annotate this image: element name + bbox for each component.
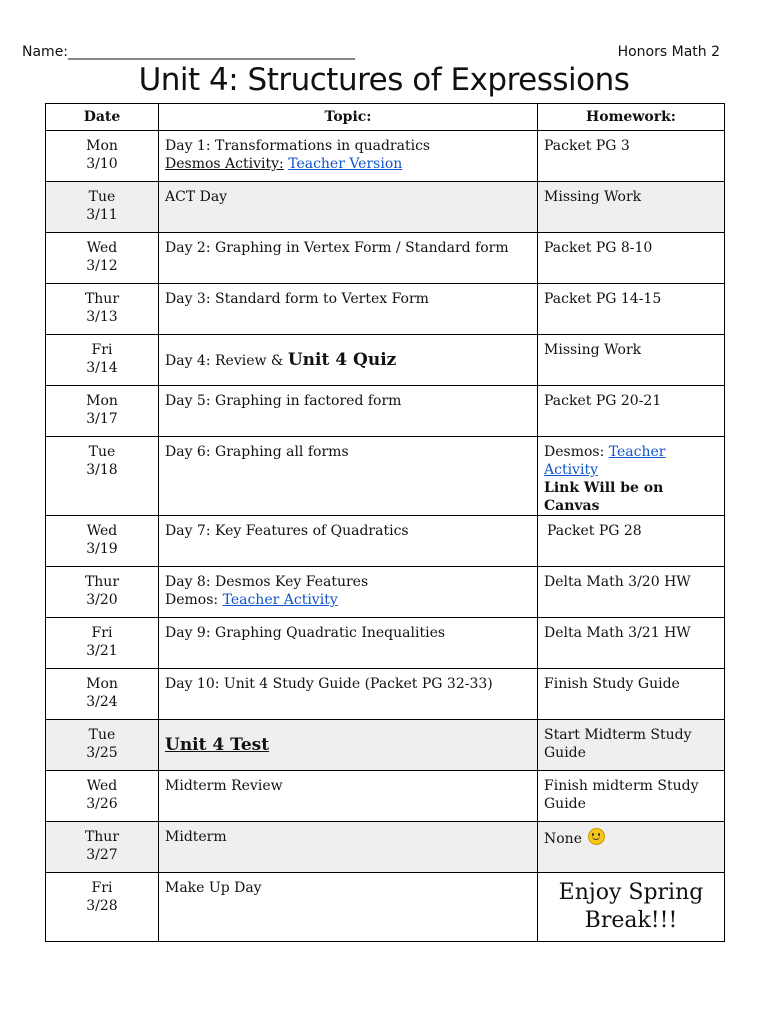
topic-cell: Make Up Day [159, 873, 538, 942]
date-value: 3/18 [86, 462, 118, 478]
homework-text: None [544, 831, 582, 847]
homework-cell: Start Midterm Study Guide [538, 720, 725, 771]
date-value: 3/27 [86, 847, 118, 863]
table-header-row [46, 104, 725, 131]
table-row [46, 771, 725, 822]
smiling-face-icon [588, 828, 605, 845]
topic-cell: Day 7: Key Features of Quadratics [159, 516, 538, 567]
date-cell [46, 771, 159, 822]
table-row [46, 873, 725, 942]
activity-label: Desmos: [544, 444, 605, 460]
table-row [46, 567, 725, 618]
course-name: Honors Math 2 [617, 44, 720, 60]
table-row [46, 386, 725, 437]
weekday: Tue [88, 189, 116, 205]
homework-note: Link Will be on Canvas [544, 480, 664, 514]
topic-cell: Day 5: Graphing in factored form [159, 386, 538, 437]
table-row [46, 233, 725, 284]
date-cell [46, 284, 159, 335]
schedule-table [45, 103, 725, 942]
weekday: Fri [91, 625, 113, 641]
date-cell [46, 873, 159, 942]
quiz-label: Unit 4 Quiz [287, 349, 397, 370]
weekday: Mon [86, 676, 118, 692]
homework-cell: Packet PG 28 [538, 516, 725, 567]
weekday: Wed [86, 523, 118, 539]
homework-cell [538, 437, 725, 516]
topic-cell [159, 720, 538, 771]
topic-cell [159, 335, 538, 386]
activity-label: Desmos Activity: [165, 156, 284, 172]
topic-cell: Day 3: Standard form to Vertex Form [159, 284, 538, 335]
page-title: Unit 4: Structures of Expressions [138, 62, 630, 98]
teacher-activity-link[interactable]: Teacher Activity [222, 592, 338, 608]
topic-cell [159, 131, 538, 182]
table-row [46, 669, 725, 720]
date-cell [46, 182, 159, 233]
weekday: Mon [86, 138, 118, 154]
date-value: 3/24 [86, 694, 118, 710]
date-value: 3/20 [86, 592, 118, 608]
teacher-activity-link[interactable]: Teacher Activity [544, 444, 666, 478]
date-cell [46, 720, 159, 771]
date-value: 3/13 [86, 309, 118, 325]
date-value: 3/19 [86, 541, 118, 557]
homework-activity [544, 443, 718, 479]
homework-cell [538, 822, 725, 873]
weekday: Wed [86, 240, 118, 256]
homework-cell: Packet PG 8-10 [538, 233, 725, 284]
date-value: 3/26 [86, 796, 118, 812]
table-row [46, 618, 725, 669]
weekday: Tue [88, 727, 116, 743]
homework-cell: Missing Work [538, 182, 725, 233]
topic-cell: Day 2: Graphing in Vertex Form / Standard form [159, 233, 538, 284]
weekday: Thur [84, 829, 120, 845]
date-value: 3/11 [86, 207, 118, 223]
date-cell [46, 822, 159, 873]
topic-cell: ACT Day [159, 182, 538, 233]
date-value: 3/17 [86, 411, 118, 427]
table-row [46, 437, 725, 516]
weekday: Thur [84, 574, 120, 590]
homework-cell: Packet PG 3 [538, 131, 725, 182]
date-cell [46, 131, 159, 182]
homework-column-header: Homework: [538, 104, 725, 131]
date-cell [46, 335, 159, 386]
homework-cell [538, 873, 725, 942]
weekday: Wed [86, 778, 118, 794]
topic-cell: Day 6: Graphing all forms [159, 437, 538, 516]
weekday: Thur [84, 291, 120, 307]
activity-label: Demos: [165, 592, 219, 608]
topic-text: Day 8: Desmos Key Features [165, 574, 369, 590]
date-value: 3/12 [86, 258, 118, 274]
date-cell [46, 386, 159, 437]
date-cell [46, 437, 159, 516]
topic-cell: Midterm [159, 822, 538, 873]
table-row [46, 822, 725, 873]
date-value: 3/10 [86, 156, 118, 172]
table-row [46, 720, 725, 771]
name-field-label[interactable]: Name:_________________________________________ [22, 44, 356, 60]
table-row [46, 182, 725, 233]
teacher-version-link[interactable]: Teacher Version [288, 156, 403, 172]
table-row [46, 335, 725, 386]
date-value: 3/25 [86, 745, 118, 761]
topic-activity [165, 591, 531, 609]
topic-text: Day 1: Transformations in quadratics [165, 138, 431, 154]
homework-cell: Delta Math 3/21 HW [538, 618, 725, 669]
date-cell [46, 669, 159, 720]
topic-text: Day 4: Review & [165, 352, 284, 369]
date-column-header: Date [46, 104, 159, 131]
homework-cell: Packet PG 20-21 [538, 386, 725, 437]
table-row [46, 284, 725, 335]
date-cell [46, 618, 159, 669]
date-cell [46, 516, 159, 567]
date-cell [46, 233, 159, 284]
table-row [46, 131, 725, 182]
test-label: Unit 4 Test [165, 734, 270, 755]
topic-cell [159, 567, 538, 618]
date-cell [46, 567, 159, 618]
homework-cell: Finish Study Guide [538, 669, 725, 720]
topic-activity [165, 155, 531, 173]
weekday: Fri [91, 342, 113, 358]
date-value: 3/21 [86, 643, 118, 659]
table-row [46, 516, 725, 567]
homework-cell: Delta Math 3/20 HW [538, 567, 725, 618]
homework-cell: Missing Work [538, 335, 725, 386]
spring-break-message: Enjoy Spring Break!!! [558, 880, 704, 933]
topic-column-header: Topic: [159, 104, 538, 131]
homework-cell: Finish midterm Study Guide [538, 771, 725, 822]
date-value: 3/28 [86, 898, 118, 914]
homework-cell: Packet PG 14-15 [538, 284, 725, 335]
topic-cell: Day 10: Unit 4 Study Guide (Packet PG 32-33) [159, 669, 538, 720]
date-value: 3/14 [86, 360, 118, 376]
weekday: Fri [91, 880, 113, 896]
topic-cell: Day 9: Graphing Quadratic Inequalities [159, 618, 538, 669]
weekday: Tue [88, 444, 116, 460]
topic-cell: Midterm Review [159, 771, 538, 822]
weekday: Mon [86, 393, 118, 409]
